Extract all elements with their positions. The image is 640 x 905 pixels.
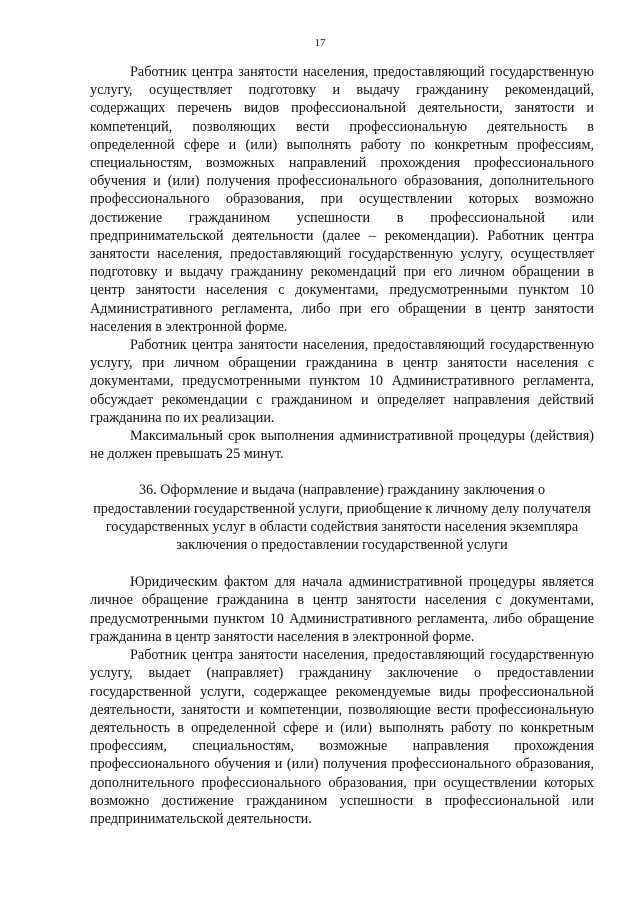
page-number: 17 [314,37,326,49]
paragraph-recommendations: Работник центра занятости населения, предоставляющий государственную услугу, осуществляет подготовку и выдачу гражданину рекомендаций, содержащих перечень видов профессиональной деятельности, занятости и компетенций, позволяющих вести профессиональную деятельность в определенной сфере и (или) выполнять работу по конкретным профессиям, специальностям, возможных направлений прохождения профессионального обучения и (или) получения профессионального образования, дополнительного профессионального образования, при осуществлении которых возможно достижение гражданином успешности в профессиональной или предпринимательской деятельности (далее – рекомендации). Работник центра занятости населения, предоставляющий государственную услугу, осуществляет подготовку и выдачу гражданину рекомендаций при его личном обращении в центр занятости населения с документами, предусмотренными пунктом 10 Административного регламента, либо при его обращении в центр занятости населения в электронной форме. [90,64,594,335]
paragraph-max-duration: Максимальный срок выполнения административной процедуры (действия) не должен превышать 25 минут. [90,428,594,463]
paragraph-discussion: Работник центра занятости населения, предоставляющий государственную услугу, при личном обращении гражданина в центр занятости населения с документами, предусмотренными пунктом 10 Административного регламента, обсуждает рекомендации с гражданином и определяет направления действий гражданина по их реализации. [90,337,594,426]
document-body [90,63,594,828]
section-heading: 36. Оформление и выдача (направление) гражданину заключения о предоставлении государственной услуги, приобщение к личному делу получателя государственных услуг в области содействия занятости населения экземпляра заключения о предоставлении государственной услуги [93,482,591,554]
paragraph-legal-basis: Юридическим фактом для начала административной процедуры является личное обращение гражданина в центр занятости населения с документами, предусмотренными пунктом 10 Административного регламента, либо обращение гражданина в центр занятости населения в электронной форме. [90,574,594,645]
paragraph-conclusion-issuance: Работник центра занятости населения, предоставляющий государственную услугу, выдает (направляет) гражданину заключение о предоставлении государственной услуги, содержащее рекомендуемые виды профессиональной деятельности, занятости и компетенции, позволяющие вести профессиональную деятельность в определенной сфере и (или) выполнять работу по конкретным профессиям, специальностям, возможные направления прохождения профессионального обучения и (или) получения профессионального образования, дополнительного профессионального образования, при осуществлении которых возможно достижение гражданином успешности в профессиональной или предпринимательской деятельности. [90,647,594,827]
